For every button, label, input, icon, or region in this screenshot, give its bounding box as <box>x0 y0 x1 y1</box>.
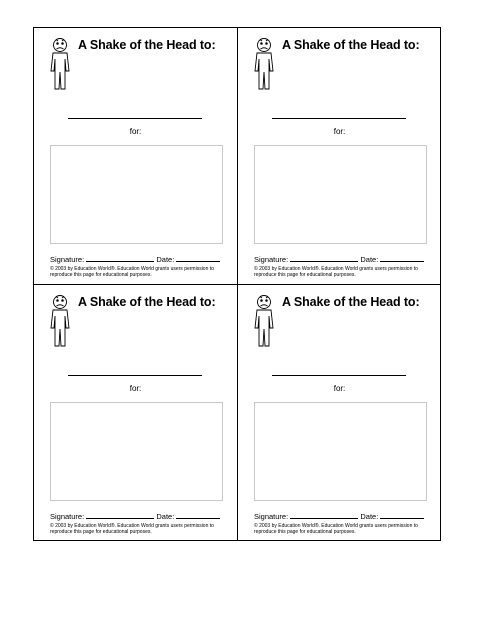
award-card <box>238 28 441 284</box>
date-line[interactable] <box>380 511 424 519</box>
for-label: for: <box>129 127 142 136</box>
copyright-notice: © 2003 by Education World®. Education World grants users permission to reproduce this page for educational purposes. <box>50 266 214 278</box>
recipient-name-line[interactable] <box>68 118 202 119</box>
award-sheet <box>33 27 441 541</box>
award-card <box>238 285 441 541</box>
award-card <box>34 285 237 541</box>
date-line[interactable] <box>176 254 220 262</box>
date-label: Date: <box>156 512 175 521</box>
card-title: A Shake of the Head to: <box>78 38 216 52</box>
date-label: Date: <box>360 512 379 521</box>
copyright-notice: © 2003 by Education World®. Education World grants users permission to reproduce this page for educational purposes. <box>254 523 418 535</box>
date-line[interactable] <box>176 511 220 519</box>
recipient-name-line[interactable] <box>272 118 406 119</box>
recipient-name-line[interactable] <box>68 375 202 376</box>
reason-box[interactable] <box>50 145 223 244</box>
recipient-name-line[interactable] <box>272 375 406 376</box>
for-label: for: <box>333 384 346 393</box>
signature-line[interactable] <box>86 511 154 519</box>
card-title: A Shake of the Head to: <box>282 38 420 52</box>
signature-label: Signature: <box>254 255 289 264</box>
date-line[interactable] <box>380 254 424 262</box>
signature-line[interactable] <box>290 511 358 519</box>
card-title: A Shake of the Head to: <box>282 295 420 309</box>
date-label: Date: <box>156 255 175 264</box>
for-label: for: <box>333 127 346 136</box>
award-card <box>34 28 237 284</box>
copyright-notice: © 2003 by Education World®. Education World grants users permission to reproduce this page for educational purposes. <box>50 523 214 535</box>
reason-box[interactable] <box>50 402 223 501</box>
sad-person-icon <box>251 37 277 92</box>
date-label: Date: <box>360 255 379 264</box>
signature-label: Signature: <box>254 512 289 521</box>
signature-label: Signature: <box>50 255 85 264</box>
signature-row <box>254 511 424 521</box>
signature-row <box>254 254 424 264</box>
signature-line[interactable] <box>290 254 358 262</box>
sad-person-icon <box>47 37 73 92</box>
sad-person-icon <box>47 294 73 349</box>
reason-box[interactable] <box>254 402 427 501</box>
sad-person-icon <box>251 294 277 349</box>
signature-row <box>50 254 220 264</box>
for-label: for: <box>129 384 142 393</box>
reason-box[interactable] <box>254 145 427 244</box>
card-title: A Shake of the Head to: <box>78 295 216 309</box>
signature-row <box>50 511 220 521</box>
signature-label: Signature: <box>50 512 85 521</box>
signature-line[interactable] <box>86 254 154 262</box>
copyright-notice: © 2003 by Education World®. Education World grants users permission to reproduce this page for educational purposes. <box>254 266 418 278</box>
